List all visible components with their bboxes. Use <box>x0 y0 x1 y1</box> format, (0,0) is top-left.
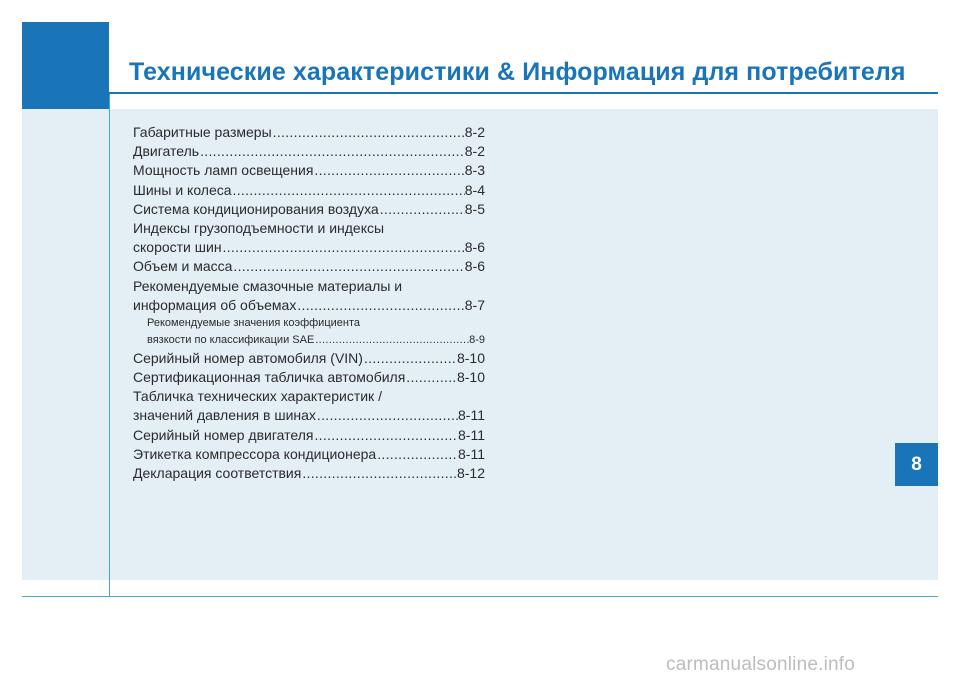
toc-dot-leader <box>233 257 464 276</box>
toc-entry-text: Серийный номер двигателя <box>133 426 314 443</box>
toc-page-number: 8-4 <box>464 181 485 198</box>
table-of-contents <box>133 123 485 483</box>
toc-entry[interactable] <box>133 219 485 257</box>
vertical-divider <box>109 94 110 597</box>
toc-entry-text: Объем и масса <box>133 258 233 275</box>
toc-entry[interactable] <box>133 257 485 276</box>
toc-dot-leader <box>302 464 457 483</box>
toc-page-number: 8-11 <box>458 426 485 443</box>
toc-entry-text: Декларация соответствия <box>133 465 302 481</box>
toc-line <box>147 332 485 349</box>
toc-entry-text: значений давления в шинах <box>133 407 316 424</box>
toc-entry-text: Табличка технических характеристик / <box>133 388 382 405</box>
toc-page-number: 8-11 <box>458 445 485 462</box>
toc-subentry[interactable] <box>133 315 485 349</box>
toc-entry-text: Сертификационная табличка автомобиля <box>133 369 406 386</box>
toc-entry-text: Индексы грузоподъемности и индексы <box>133 219 385 236</box>
toc-line <box>133 464 485 483</box>
toc-entry-text: Габаритные размеры <box>133 124 272 140</box>
toc-entry-text: Рекомендуемые значения коэффициента <box>147 316 360 329</box>
toc-entry[interactable] <box>133 445 485 464</box>
toc-entry-text: Двигатель <box>133 143 200 160</box>
toc-dot-leader <box>380 200 465 219</box>
toc-dot-leader <box>317 406 458 425</box>
toc-page-number: 8-9 <box>469 333 485 346</box>
toc-entry[interactable] <box>133 368 485 387</box>
toc-line <box>133 142 485 161</box>
toc-entry-text: Шины и колеса <box>133 181 232 198</box>
toc-entry[interactable] <box>133 349 485 368</box>
toc-dot-leader <box>273 123 465 142</box>
toc-page-number: 8-10 <box>456 369 485 386</box>
toc-line <box>133 200 485 219</box>
toc-dot-leader <box>314 161 464 180</box>
toc-page-number: 8-5 <box>464 200 485 217</box>
toc-dot-leader <box>200 142 465 161</box>
toc-entry[interactable] <box>133 142 485 161</box>
toc-line <box>133 277 485 296</box>
toc-entry-text: Этикетка компрессора кондиционера <box>133 445 377 462</box>
toc-line <box>133 238 485 257</box>
toc-entry[interactable] <box>133 464 485 483</box>
toc-page-number: 8-2 <box>464 143 485 160</box>
toc-dot-leader <box>377 445 458 464</box>
toc-entry[interactable] <box>133 426 485 445</box>
toc-entry-text: скорости шин <box>133 239 222 256</box>
toc-dot-leader <box>233 181 465 200</box>
toc-line <box>133 257 485 276</box>
toc-line <box>133 123 485 142</box>
toc-page-number: 8-6 <box>464 239 485 256</box>
toc-line <box>133 296 485 315</box>
toc-page-number: 8-6 <box>464 258 485 275</box>
toc-dot-leader <box>364 349 457 368</box>
toc-line <box>133 387 485 406</box>
toc-line <box>133 161 485 180</box>
toc-line <box>133 426 485 445</box>
toc-line <box>133 181 485 200</box>
title-underline <box>109 92 938 94</box>
toc-line <box>133 219 485 238</box>
toc-entry[interactable] <box>133 200 485 219</box>
toc-page-number: 8-10 <box>456 349 485 366</box>
toc-dot-leader <box>406 368 457 387</box>
chapter-tab-label: 8 <box>911 453 922 475</box>
toc-line <box>133 406 485 425</box>
toc-line <box>147 315 485 332</box>
toc-page-number: 8-2 <box>464 124 485 140</box>
toc-dot-leader <box>223 238 465 257</box>
toc-entry[interactable] <box>133 181 485 200</box>
toc-page-number: 8-12 <box>456 465 485 481</box>
toc-page-number: 8-11 <box>458 407 485 424</box>
watermark: carmanualsonline.info <box>666 654 856 675</box>
toc-entry-text: Мощность ламп освещения <box>133 162 314 179</box>
toc-dot-leader <box>314 426 458 445</box>
toc-entry-text: информация об объемах <box>133 296 297 313</box>
toc-entry-text: Система кондиционирования воздуха <box>133 200 379 217</box>
toc-entry[interactable] <box>133 161 485 180</box>
toc-line <box>133 368 485 387</box>
toc-page-number: 8-7 <box>464 296 485 313</box>
toc-entry[interactable] <box>133 123 485 142</box>
toc-entry-text: Рекомендуемые смазочные материалы и <box>133 277 403 294</box>
toc-page-number: 8-3 <box>464 162 485 179</box>
toc-dot-leader <box>315 332 469 349</box>
toc-dot-leader <box>297 296 464 315</box>
page-title: Технические характеристики & Информация для потребителя <box>129 58 906 86</box>
horizontal-divider <box>22 596 938 597</box>
toc-entry[interactable] <box>133 387 485 425</box>
toc-entry[interactable] <box>133 277 485 315</box>
toc-entry-text: вязкости по классификации SAE <box>147 333 315 346</box>
toc-line <box>133 349 485 368</box>
toc-entry-text: Серийный номер автомобиля (VIN) <box>133 349 363 366</box>
chapter-tab[interactable] <box>895 443 938 486</box>
chapter-color-block <box>22 22 109 109</box>
toc-line <box>133 445 485 464</box>
